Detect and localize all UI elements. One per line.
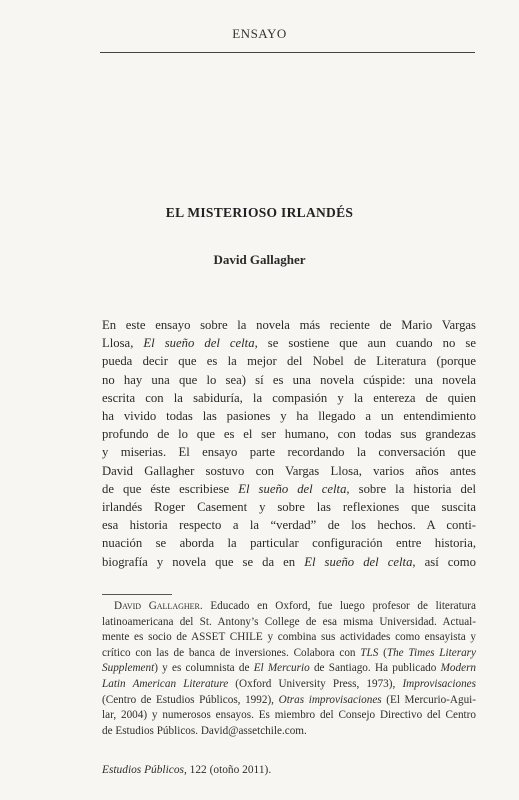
abstract-line: y miserias. El ensayo parte recordando la conversación que: [102, 445, 476, 460]
journal-name: Estudios Públicos: [102, 764, 184, 776]
section-header: ENSAYO: [232, 26, 287, 41]
abstract: [102, 316, 476, 571]
footnote-line: lar, 2004) y numerosos ensayos. Es miembro del Consejo Directivo del Centro: [102, 709, 476, 722]
abstract-line: pueda decir que es la mejor del Nobel de Literatura (porque: [102, 354, 476, 369]
footnote-line: mente es socio de ASSET CHILE y combina sus actividades como ensayista y: [102, 631, 476, 644]
abstract-line: irlandés Roger Casement y sobre las reflexiones que suscita: [102, 500, 476, 515]
abstract-line: En este ensayo sobre la novela más reciente de Mario Vargas: [102, 318, 476, 332]
footnote-author-name: David Gallagher: [114, 600, 200, 612]
abstract-line: ha vivido todas las pasiones y ha llegado a un entendimiento: [102, 409, 476, 424]
journal-issue: , 122 (otoño 2011).: [183, 764, 272, 776]
abstract-line: escrita con la sabiduría, la compasión y la entereza de quien: [102, 390, 476, 405]
abstract-line: profundo de lo que es el ser humano, con todas sus grandezas: [102, 427, 476, 442]
abstract-line: esa historia respecto a la “verdad” de los hechos. A conti-: [102, 518, 476, 533]
abstract-line: de que éste escribiese El sueño del celta, sobre la historia del: [102, 481, 476, 496]
abstract-line: nuación se aborda la particular configuración entre historia,: [102, 536, 476, 551]
article-title: EL MISTERIOSO IRLANDÉS: [165, 205, 354, 220]
book-title: El sueño del celta: [143, 336, 255, 351]
footnote-line: crítico con las de banca de inversiones. Colabora con TLS (The Times Literary: [102, 646, 476, 659]
article-author: David Gallagher: [213, 252, 306, 267]
author-footnote: [102, 599, 476, 739]
book-title: El sueño del celta: [238, 481, 347, 496]
footnote-line: Supplement) y es columnista de El Mercurio de Santiago. Ha publicado Modern: [102, 662, 477, 675]
book-title: El sueño del celta: [304, 554, 413, 569]
journal-citation: [102, 764, 271, 776]
footnote-line: Latin American Literature (Oxford University Press, 1973), Improvisaciones: [102, 677, 476, 690]
abstract-line: Llosa, El sueño del celta, se sostiene que aun cuando no se: [102, 336, 476, 351]
abstract-line: David Gallagher sostuvo con Vargas Llosa, varios años antes: [102, 463, 476, 478]
footnote-rule: [102, 594, 172, 595]
footnote-line: de Estudios Públicos. David@assetchile.com.: [102, 724, 307, 737]
header-rule: [100, 52, 475, 53]
abstract-line: no hay una que lo sea) sí es una novela cúspide: una novela: [102, 372, 476, 387]
abstract-line: biografía y novela que se da en El sueño del celta, así como: [102, 554, 476, 569]
footnote-line: (Centro de Estudios Públicos, 1992), Otras improvisaciones (El Mercurio-Agui-: [102, 693, 476, 706]
footnote-line: latinoamericana del St. Antony’s College de esa misma Universidad. Actual-: [102, 615, 476, 628]
footnote-line: David Gallagher. Educado en Oxford, fue luego profesor de literatura: [114, 600, 476, 612]
